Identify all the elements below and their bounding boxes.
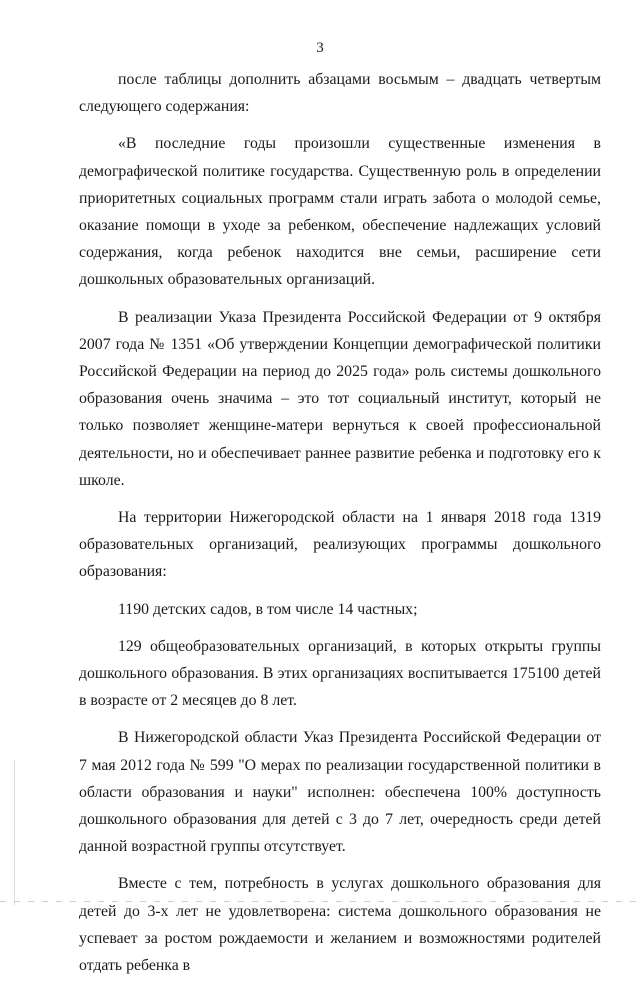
- document-body: [79, 66, 601, 989]
- paragraph-3: В реализации Указа Президента Российской Федерации от 9 октября 2007 года № 1351 «Об утверждении Концепции демографической политики Российской Федерации на период до 2025 года» роль системы дошкольного образования очень значима – это тот социальный институт, который не только позволяет женщине-матери вернуться к своей профессиональной деятельности, но и обеспечивает раннее развитие ребенка и подготовку его к школе.: [79, 308, 601, 489]
- paragraph-2: «В последние годы произошли существенные изменения в демографической политике государства. Существенную роль в определении приоритетных социальных программ стали играть забота о молодой семье, оказание помощи в уходе за ребенком, обеспечение надлежащих условий содержания, когда ребенок находится вне семьи, расширение сети дошкольных образовательных организаций.: [79, 135, 601, 289]
- scan-edge-line: [14, 760, 15, 905]
- page-number: 3: [316, 40, 324, 56]
- paragraph-5: 1190 детских садов, в том числе 14 частных;: [118, 600, 418, 618]
- paragraph-1: после таблицы дополнить абзацами восьмым – двадцать четвертым следующего содержания:: [79, 71, 601, 116]
- paragraph-4: На территории Нижегородской области на 1 января 2018 года 1319 образовательных организаций, реализующих программы дошкольного образования:: [79, 509, 601, 581]
- paragraph-7: В Нижегородской области Указ Президента Российской Федерации от 7 мая 2012 года № 599 "О мерах по реализации государственной политики в области образования и науки" исполнен: обеспечена 100% доступность дошкольного образования для детей с 3 до 7 лет, очередность среди детей данной возрастной группы отсутствует.: [79, 729, 601, 856]
- paragraph-6: 129 общеобразовательных организаций, в которых открыты группы дошкольного образования. В этих организациях воспитывается 175100 детей в возрасте от 2 месяцев до 8 лет.: [79, 637, 601, 710]
- scan-bottom-border: [0, 901, 640, 902]
- paragraph-8: Вместе с тем, потребность в услугах дошкольного образования для детей до 3-х лет не удовлетворена: система дошкольного образования не успевает за ростом рождаемости и желанием и возможностями родителей отдать ребенка в: [79, 875, 601, 975]
